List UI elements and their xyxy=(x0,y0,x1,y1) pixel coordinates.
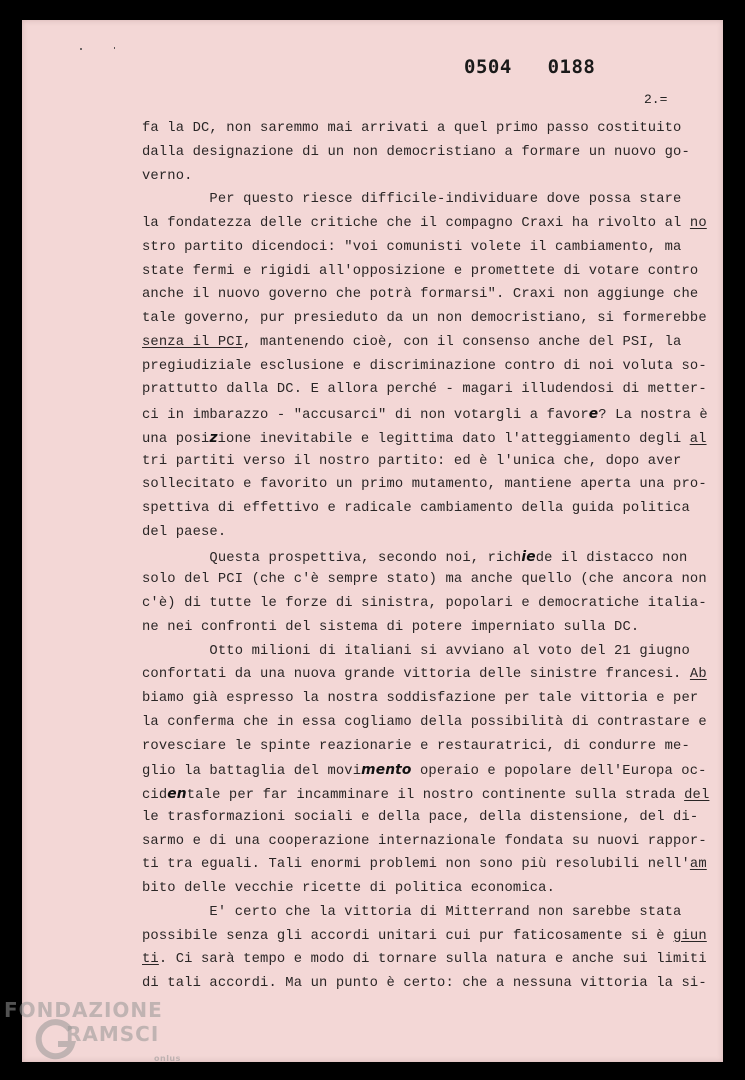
typed-line xyxy=(142,549,687,567)
line-text: una posi xyxy=(142,431,210,447)
line-text: prattutto dalla DC. E allora perché - magari illudendosi di metter- xyxy=(142,382,707,398)
line-text: anche il nuovo governo che potrà formarsi". Craxi non aggiunge che xyxy=(142,287,699,303)
handwritten-correction: mento xyxy=(361,762,412,779)
typed-line xyxy=(142,335,682,351)
underlined-text: Ab xyxy=(689,667,707,683)
line-text: dalla designazione di un non democristiano a formare un nuovo go- xyxy=(142,144,690,160)
typed-line xyxy=(142,430,707,448)
line-text: la conferma che in essa cogliamo della possibilità di contrastare e xyxy=(142,714,707,730)
typed-line xyxy=(142,192,682,208)
typed-line xyxy=(142,121,682,137)
typed-line xyxy=(142,857,707,873)
underlined-text: no xyxy=(689,216,707,231)
line-text: ? La nostra è xyxy=(598,408,708,423)
watermark-line-2: RAMSCI xyxy=(66,1022,160,1046)
underlined-text: al xyxy=(689,431,707,447)
typed-line xyxy=(142,145,690,161)
handwritten-correction: ie xyxy=(521,548,536,565)
line-text: ione inevitabile e legittima dato l'atteggiamento degli xyxy=(217,431,690,447)
underlined-text: giun xyxy=(673,928,707,944)
line-text: c'è) di tutte le forze di sinistra, popolari e democratiche italia- xyxy=(142,596,707,611)
typed-line xyxy=(142,762,707,780)
typed-line xyxy=(142,929,707,945)
line-text: possibile senza gli accordi unitari cui pur faticosamente si è xyxy=(142,928,674,944)
typed-line xyxy=(142,382,707,398)
line-text: state fermi e rigidi all'opposizione e promettete di votare contro xyxy=(142,263,699,279)
typed-line xyxy=(142,359,707,375)
line-text: Questa prospettiva, secondo noi, rich xyxy=(142,550,522,566)
typed-line xyxy=(142,216,707,232)
typed-line xyxy=(142,881,555,897)
line-text: operaio e popolare dell'Europa oc- xyxy=(411,764,707,780)
handwritten-correction: en xyxy=(167,786,187,802)
line-text: , mantenendo cioè, con il consenso anche del PSI, la xyxy=(243,334,682,350)
underlined-text: am xyxy=(689,857,707,873)
line-text: sollecitato e favorito un primo mutamento, mantiene aperta una pro- xyxy=(142,477,707,493)
underlined-text: senza il PCI xyxy=(142,334,244,350)
line-text: pregiudiziale esclusione e discriminazione contro di noi voluta so- xyxy=(142,358,707,374)
line-text: ti tra eguali. Tali enormi problemi non sono più resolubili nell' xyxy=(142,857,690,873)
typed-line xyxy=(142,952,707,968)
typed-line xyxy=(142,477,707,493)
typed-line xyxy=(142,715,707,731)
underlined-text: ti xyxy=(142,952,159,968)
typed-line xyxy=(142,691,698,707)
line-text: stro partito dicendoci: "voi comunisti volete il cambiamento, ma xyxy=(142,239,682,255)
typed-line xyxy=(142,976,707,992)
archive-stamp-number: 0504 0188 xyxy=(464,56,596,78)
typed-line xyxy=(142,667,707,683)
typed-line xyxy=(142,905,682,921)
line-text: di tali accordi. Ma un punto è certo: che a nessuna vittoria la si- xyxy=(142,976,707,991)
line-text: cid xyxy=(142,788,168,803)
line-text: Per questo riesce difficile-individuare dove possa stare xyxy=(142,192,682,208)
line-text: bito delle vecchie ricette di politica economica. xyxy=(142,881,556,896)
underlined-text: del xyxy=(684,788,710,803)
line-text: solo del PCI (che c'è sempre stato) ma anche quello (che ancora non xyxy=(142,572,707,588)
paper-speck xyxy=(114,47,115,49)
line-text: E' certo che la vittoria di Mitterrand non sarebbe stata xyxy=(142,904,682,920)
line-text: spettiva di effettivo e radicale cambiamento della guida politica xyxy=(142,501,690,516)
typed-line xyxy=(142,169,193,185)
typed-line xyxy=(142,264,698,280)
typed-line xyxy=(142,644,690,660)
line-text: . Ci sarà tempo e modo di tornare sulla natura e anche sui limiti xyxy=(158,952,707,968)
line-text: tale per far incamminare il nostro continente sulla strada xyxy=(186,788,685,803)
typed-line xyxy=(142,810,698,826)
line-text: fa la DC, non saremmo mai arrivati a quel primo passo costituito xyxy=(142,121,682,136)
line-text: la fondatezza delle critiche che il compagno Craxi ha rivolto al xyxy=(142,216,690,231)
line-text: de il distacco non xyxy=(535,550,688,566)
line-text: tri partiti verso il nostro partito: ed è l'unica che, dopo aver xyxy=(142,453,682,469)
line-text: verno. xyxy=(142,168,193,184)
line-text: confortati da una nuova grande vittoria delle sinistre francesi. xyxy=(142,667,690,683)
line-text: ne nei confronti del sistema di potere imperniato sulla DC. xyxy=(142,619,640,635)
typed-line xyxy=(142,786,709,804)
line-text: ci in imbarazzo - "accusarci" di non votargli a favor xyxy=(142,408,589,423)
typed-line xyxy=(142,240,682,256)
line-text: sarmo e di una cooperazione internazionale fondata su nuovi rappor- xyxy=(142,833,707,849)
typed-line xyxy=(142,454,682,470)
paper-speck xyxy=(80,48,82,50)
line-text: glio la battaglia del movi xyxy=(142,764,362,780)
typed-line xyxy=(142,572,707,588)
line-text: Otto milioni di italiani si avviano al voto del 21 giugno xyxy=(142,643,690,659)
line-text: tale governo, pur presieduto da un non democristiano, si formerebbe xyxy=(142,311,707,326)
typed-line xyxy=(142,406,708,424)
typed-line xyxy=(142,596,707,612)
typed-line xyxy=(142,287,698,303)
line-text: biamo già espresso la nostra soddisfazione per tale vittoria e per xyxy=(142,691,699,706)
typed-line xyxy=(142,739,690,755)
typed-line xyxy=(142,311,707,327)
typed-line xyxy=(142,525,226,541)
line-text: rovesciare le spinte reazionarie e restauratrici, di condurre me- xyxy=(142,738,690,754)
watermark-line-1: FONDAZIONE xyxy=(4,998,163,1022)
line-text: le trasformazioni sociali e della pace, della distensione, del di- xyxy=(142,809,699,825)
typed-line xyxy=(142,834,707,850)
typed-line xyxy=(142,620,639,636)
line-text: del paese. xyxy=(142,524,227,540)
watermark-line-3: onlus xyxy=(154,1054,181,1063)
handwritten-correction: z xyxy=(209,429,218,446)
handwritten-correction: e xyxy=(588,406,599,422)
page-number: 2.= xyxy=(644,92,668,107)
typed-line xyxy=(142,501,690,517)
